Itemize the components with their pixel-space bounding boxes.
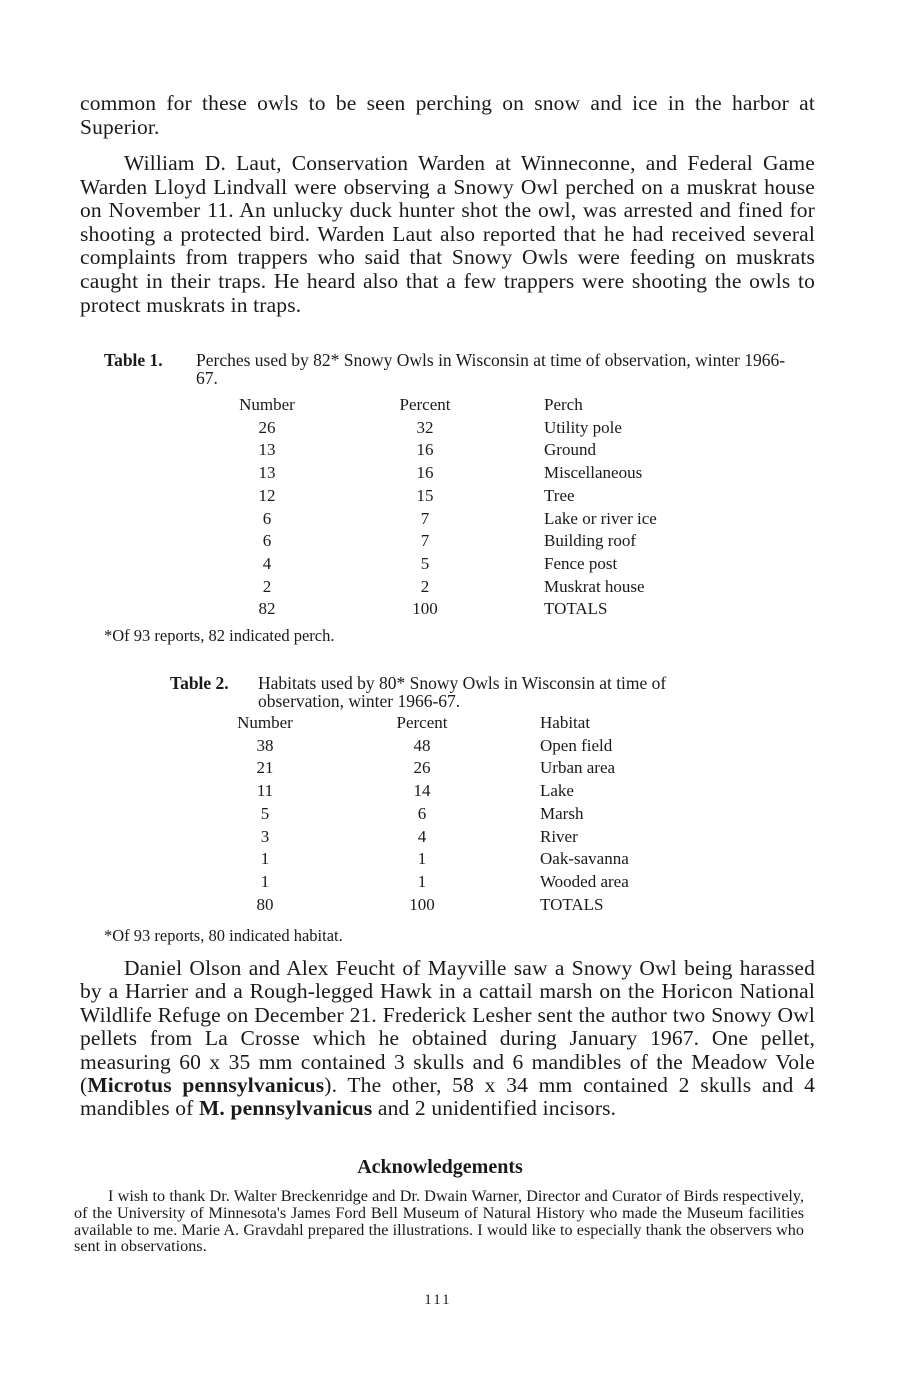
table2-cell-number: 11 (256, 781, 274, 801)
table1-total-number: 82 (258, 599, 276, 619)
acknowledgements-heading: Acknowledgements (357, 1156, 523, 1178)
table2-cell-habitat: Lake (540, 781, 574, 801)
table1-total-label: TOTALS (544, 599, 608, 619)
table1-total-percent: 100 (412, 599, 438, 619)
table-row (228, 508, 714, 531)
table1-cell-perch: Fence post (544, 553, 618, 573)
table2-total-label: TOTALS (540, 894, 604, 914)
table1-cell-perch: Muskrat house (544, 576, 645, 596)
species-name-microtus: Microtus pennsylvanicus (87, 1073, 325, 1098)
table-row (226, 826, 710, 849)
table1-cell-percent: 16 (416, 440, 434, 460)
table1-caption-text: Perches used by 82* Snowy Owls in Wisconsin at time of observation, winter 1966-67. (196, 350, 786, 388)
table1-cell-perch: Ground (544, 440, 596, 460)
table1-cell-percent: 2 (420, 576, 430, 596)
table1-cell-number: 13 (258, 463, 276, 483)
table2-cell-habitat: Open field (540, 735, 613, 755)
table1-cell-number: 6 (262, 508, 272, 528)
table1-cell-number: 4 (262, 553, 272, 573)
table1-header-percent: Percent (399, 395, 451, 414)
table1-cell-perch: Tree (544, 485, 575, 505)
table2-cell-habitat: Oak-savanna (540, 849, 629, 869)
table-row (228, 485, 714, 508)
table-row (228, 417, 714, 440)
table-row (226, 780, 710, 803)
table1-cell-number: 2 (262, 576, 272, 596)
table2 (226, 712, 710, 916)
table2-cell-percent: 4 (417, 826, 427, 846)
paragraph-olson-text-1: Daniel Olson and Alex Feucht of Mayville saw a Snowy Owl being harassed by a Harrier and a Rough-legged Hawk in a cattail marsh on the Horicon National Wildlife Refuge on December 21. Frederick Lesher sent the author two Snowy Owl pellets from La Crosse which he obtained during January 1967. One pellet, measuring 60 x 35 mm contained 3 skulls and 6 mandibles of the Meadow Vole ( (80, 956, 815, 1098)
table2-cell-percent: 1 (417, 871, 427, 891)
table1-cell-percent: 5 (420, 553, 430, 573)
table-row (228, 439, 714, 462)
table2-total-percent: 100 (409, 894, 435, 914)
paragraph-laut: William D. Laut, Conservation Warden at Winneconne, and Federal Game Warden Lloyd Lindvall were observing a Snowy Owl perched on a muskrat house on November 11. An unlucky duck hunter shot the owl, was arrested and fined for shooting a protected bird. Warden Laut also reported that he had received several complaints from trappers who said that Snowy Owls were feeding on muskrats caught in their traps. He heard also that a few trappers were shooting the owls to protect muskrats in traps. (80, 151, 815, 317)
table1-cell-percent: 32 (416, 417, 434, 437)
table1-cell-perch: Lake or river ice (544, 508, 657, 528)
table1-header-perch: Perch (544, 395, 583, 414)
table1-cell-perch: Miscellaneous (544, 463, 643, 483)
paragraph-olson (80, 957, 815, 1121)
table1-cell-percent: 7 (420, 508, 430, 528)
table2-footnote: *Of 93 reports, 80 indicated habitat. (104, 926, 343, 945)
table-row (228, 530, 714, 553)
table2-cell-percent: 48 (413, 735, 431, 755)
table1-cell-percent: 7 (420, 531, 430, 551)
table2-header-row (226, 712, 710, 735)
table1-caption (104, 352, 794, 392)
table2-cell-percent: 14 (413, 781, 431, 801)
table-row-total (226, 894, 710, 917)
table2-cell-number: 1 (260, 871, 270, 891)
table2-cell-percent: 6 (417, 803, 427, 823)
table2-header-number: Number (237, 713, 293, 732)
table1-header-number: Number (239, 395, 295, 414)
table1-footnote: *Of 93 reports, 82 indicated perch. (104, 626, 335, 645)
table1-cell-number: 13 (258, 440, 276, 460)
table1-cell-number: 12 (258, 485, 276, 505)
table2-cell-habitat: Marsh (540, 803, 584, 823)
table2-cell-number: 38 (256, 735, 274, 755)
paragraph-olson-text-2: ). The other, 58 x 34 mm contained 2 skulls and 4 mandibles of (80, 1073, 816, 1121)
table2-label: Table 2. (170, 673, 229, 693)
table2-cell-habitat: Urban area (540, 758, 616, 778)
page-number: 111 (424, 1292, 452, 1308)
table2-cell-percent: 26 (413, 758, 431, 778)
table1-cell-number: 26 (258, 417, 276, 437)
table-row (228, 553, 714, 576)
species-name-m-pennsylvanicus: M. pennsylvanicus (198, 1096, 373, 1121)
table1-cell-percent: 15 (416, 485, 434, 505)
table1-cell-perch: Utility pole (544, 417, 622, 437)
paragraph-olson-text-3: and 2 unidentified incisors. (372, 1096, 617, 1121)
table2-cell-habitat: River (540, 826, 578, 846)
table2-cell-number: 5 (260, 803, 270, 823)
table2-cell-habitat: Wooded area (540, 871, 629, 891)
acknowledgements-text: I wish to thank Dr. Walter Breckenridge and Dr. Dwain Warner, Director and Curator of Birds respectively, of the University of Minnesota's James Ford Bell Museum of Natural History who made the Museum facilities available to me. Marie A. Gravdahl prepared the illustrations. I would like to especially thank the observers who sent in observations. (74, 1187, 804, 1256)
table-row (226, 735, 710, 758)
table2-header-habitat: Habitat (540, 713, 591, 732)
paragraph-intro: common for these owls to be seen perching on snow and ice in the harbor at Superior. (80, 91, 815, 139)
table2-caption (170, 675, 730, 715)
table1-cell-perch: Building roof (544, 531, 637, 551)
table1-label: Table 1. (104, 350, 163, 370)
table1-header-row (228, 394, 714, 417)
table1-cell-percent: 16 (416, 463, 434, 483)
table-row (226, 871, 710, 894)
table-row (226, 757, 710, 780)
table2-total-number: 80 (256, 894, 274, 914)
table1 (228, 394, 714, 621)
table2-cell-number: 3 (260, 826, 270, 846)
table-row-total (228, 598, 714, 621)
table-row (226, 848, 710, 871)
table-row (228, 462, 714, 485)
table2-cell-percent: 1 (417, 849, 427, 869)
table-row (226, 803, 710, 826)
table-row (228, 576, 714, 599)
table2-cell-number: 21 (256, 758, 274, 778)
table1-cell-number: 6 (262, 531, 272, 551)
table2-cell-number: 1 (260, 849, 270, 869)
table2-caption-text: Habitats used by 80* Snowy Owls in Wisconsin at time of observation, winter 1966-67. (258, 673, 667, 711)
table2-header-percent: Percent (396, 713, 448, 732)
